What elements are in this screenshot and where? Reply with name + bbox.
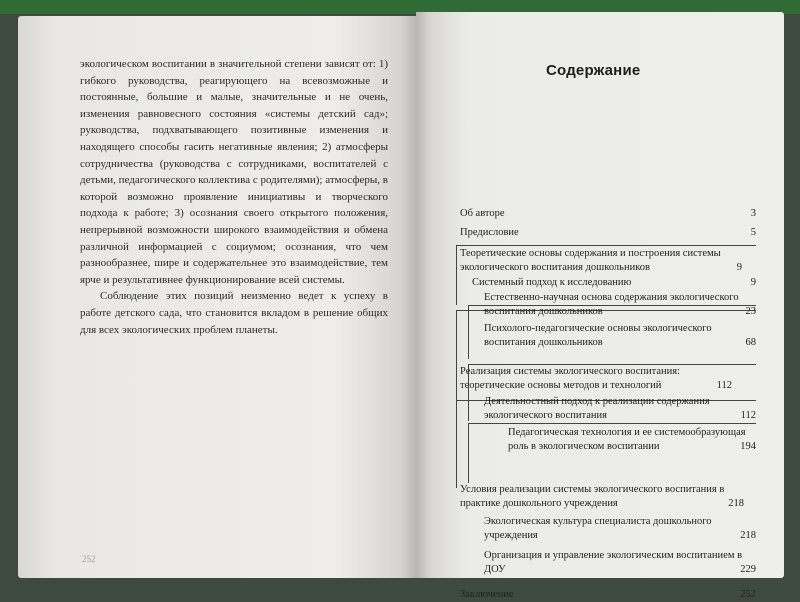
- toc-item-title: Психолого-педагогические основы экологического воспитания дошкольников: [484, 323, 712, 348]
- toc-item: [460, 588, 756, 602]
- toc-item-page: 252: [740, 589, 756, 600]
- toc-item-page: 9: [750, 277, 756, 288]
- toc-item: [460, 483, 744, 511]
- toc-item-title: Системный подход к исследованию: [472, 277, 632, 288]
- toc-item-page: 9: [736, 262, 742, 273]
- toc-item: [484, 549, 756, 577]
- toc-item-title: Теоретические основы содержания и построения системы экологического воспитания дошкольников: [460, 248, 721, 273]
- toc-item-title: Естественно-научная основа содержания экологического воспитания дошкольников: [484, 292, 739, 317]
- toc-item-title: Деятельностный подход к реализации содержания экологического воспитания: [484, 396, 710, 421]
- toc-item-page: 218: [728, 498, 744, 509]
- toc-item-title: Педагогическая технология и ее системообразующая роль в экологическом воспитании: [508, 427, 746, 452]
- left-page-text: [80, 56, 388, 338]
- toc-bracket-line: [468, 423, 756, 424]
- toc-item: [508, 426, 756, 454]
- toc-heading: Содержание: [546, 62, 641, 79]
- left-paragraph-1: экологическом воспитании в значительной степени зависят от: 1) гибкого руководства, реагирующего на всевозможные и постоянные, большие и малые, значительные и не очень, изменения равновесного состояния «системы детский сад»; руководства, подхватывающего позитивные изменения и находящего способы гасить негативные явления; 2) атмосферы сотрудничества (руководства с сотрудниками, воспитателей с детьми, педагогического коллектива с родителями); атмосферы, в которой возможно проявление инициативы и творческого подхода к работе; 3) осознания своего открытого положения, непрерывной возможности широкого взаимодействия и обмена различной информацией с социумом; осознания, что чем разнообразнее, шире и содержательнее это взаимодействие, тем ярче и результативнее функционирование всей системы.: [80, 58, 388, 286]
- toc-item-page: 218: [740, 530, 756, 541]
- toc-item-page: 3: [750, 208, 756, 219]
- left-page: [18, 16, 416, 578]
- toc-item-title: Реализация системы экологического воспитания: теоретические основы методов и технологий: [460, 366, 680, 391]
- toc-item-page: 112: [716, 380, 732, 391]
- toc-item-page: 68: [745, 337, 756, 348]
- toc-bracket-line: [456, 310, 457, 400]
- toc-item-title: Организация и управление экологическим воспитанием в ДОУ: [484, 550, 743, 575]
- toc-bracket-line: [468, 423, 469, 483]
- toc-item-page: 229: [740, 564, 756, 575]
- left-paragraph-2: Соблюдение этих позиций неизменно ведет к успеху в работе детского сада, что становится вкладом в решение общих для всех экологических проблем планеты.: [80, 290, 388, 336]
- toc-item-page: 194: [740, 441, 756, 452]
- toc-item: [460, 365, 732, 393]
- toc-item-page: 112: [740, 410, 756, 421]
- toc-bracket-line: [456, 245, 457, 305]
- toc-item: [484, 291, 756, 319]
- toc-bracket-line: [468, 305, 469, 359]
- toc-item-page: 5: [750, 227, 756, 238]
- toc-item-title: Экологическая культура специалиста дошкольного учреждения: [484, 516, 712, 541]
- toc-bracket-line: [456, 400, 457, 488]
- toc-item: [484, 515, 756, 543]
- toc-item-title: Об авторе: [460, 208, 505, 219]
- toc-item-title: Условия реализации системы экологического воспитания в практике дошкольного учреждения: [460, 484, 725, 509]
- toc-bracket-line: [456, 245, 756, 246]
- toc-item: [460, 247, 742, 275]
- toc-item-page: 23: [745, 306, 756, 317]
- book-spread: [18, 8, 784, 600]
- right-page: [416, 12, 784, 600]
- toc-item: [484, 322, 756, 350]
- toc-item: [460, 207, 756, 221]
- toc-item-title: Предисловие: [460, 227, 519, 238]
- toc-item: [460, 226, 756, 240]
- left-page-number: 252: [82, 554, 96, 564]
- toc-item: [472, 276, 756, 290]
- toc-item: [484, 395, 756, 423]
- toc-item-title: Заключение: [460, 589, 514, 600]
